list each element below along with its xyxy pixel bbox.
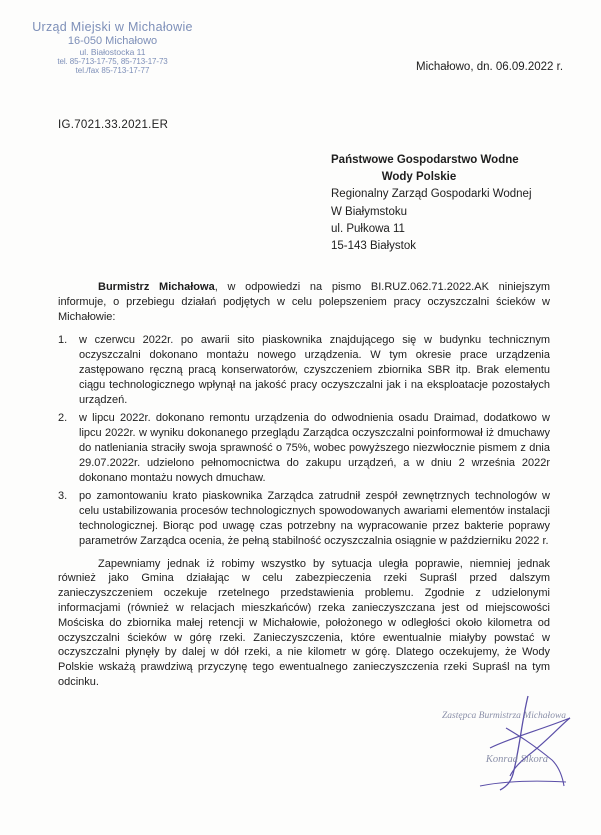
intro-paragraph bbox=[58, 280, 550, 324]
stamp-line-street: ul. Białostocka 11 bbox=[79, 47, 146, 57]
list-item-text: po zamontowaniu krato piaskownika Zarządca zatrudnił zespół zewnętrznych technologów w celu ustabilizowania procesów technologicznych spowodowanych awariami elementów instalacji technologicznej. Biorąc pod uwagę czas potrzebny na wypracowanie przez bakterie poprawy parametrów Zarządca ocenia, że pełną stabilność oczyszczalnia osiągnie w październiku 2022 r. bbox=[79, 490, 550, 547]
intro-sender: Burmistrz Michałowa bbox=[98, 281, 215, 293]
stamp-line-office: Urząd Miejski w Michałowie bbox=[32, 20, 193, 34]
list-item-number: 3. bbox=[58, 490, 68, 503]
stamp-line-postcode: 16-050 Michałowo bbox=[67, 35, 158, 47]
recipient-line-1: Państwowe Gospodarstwo Wodne bbox=[331, 154, 519, 166]
list-item-number: 1. bbox=[58, 334, 68, 347]
signature-stamp bbox=[442, 711, 592, 765]
reference-number: IG.7021.33.2021.ER bbox=[58, 119, 169, 131]
recipient-address bbox=[331, 152, 532, 255]
recipient-line-3: Regionalny Zarząd Gospodarki Wodnej bbox=[331, 188, 532, 201]
recipient-line-5: ul. Pułkowa 11 bbox=[331, 222, 405, 235]
list-item bbox=[58, 333, 550, 407]
intro-text: , w odpowiedzi na pismo BI.RUZ.062.71.2022.AK niniejszym informuje, o przebiegu działań podjętych w celu polepszeniem pracy oczyszczalni ścieków w Michałowie: bbox=[58, 281, 550, 323]
list-item-text: w czerwcu 2022r. po awarii sito piaskownika znajdującego się w budynku technicznym oczyszczalni dokonano montażu nowego urządzenia. W tym okresie prace urządzenia zastępowano ręczną pracą konserwatorów, czyszczeniem zbiornika SBR itp. Brak elementu ciągu technologicznego wpłynął na jakość pracy oczyszczalni jak i na eksploatacje pozostałych urządzeń. bbox=[79, 334, 550, 406]
actions-list bbox=[58, 333, 550, 548]
recipient-line-2: Wody Polskie bbox=[381, 171, 457, 184]
list-item-number: 2. bbox=[58, 412, 68, 425]
place-date: Michałowo, dn. 06.09.2022 r. bbox=[416, 61, 564, 73]
list-item-text: w lipcu 2022r. dokonano remontu urządzenia do odwodnienia osadu Draimad, dodatkowo w lipcu 2022r. w wyniku dokonanego przeglądu Zarządca oczyszczalni poinformował iż dmuchawy do natleniania straciły swoja sprawność o 75%, wobec powyższego niezwłocznie pismem z dnia 29.07.2022r. udzielono pełnomocnictwa do zakupu urządzeń, a w dniu 2 września 2022r dokonano montażu nowych dmuchaw. bbox=[79, 412, 550, 484]
recipient-line-6: 15-143 Białystok bbox=[331, 240, 417, 253]
signature-name: Konrad Sikora bbox=[485, 754, 549, 765]
recipient-line-4: W Białymstoku bbox=[331, 205, 408, 218]
list-item bbox=[58, 489, 550, 548]
closing-paragraph: Zapewniamy jednak iż robimy wszystko by sytuacja uległa poprawie, niemniej jednak również jako Gmina działając w celu zabezpieczenia rzeki Supraśl przed dalszym zanieczyszczeniem oczekuje rzetelnego przedstawienia problemu. Zgodnie z udzielonymi informacjami (również w relacjach mieszkańców) rzeka zanieczyszczana jest od miejscowości Mościska do zbiornika małej retencji w Michałowie, położonego w odległości około kilometra od oczyszczalni ścieków w górę rzeki. Zanieczyszczenia, które ewentualnie miałyby powstać w oczyszczalni płynęły by dalej w dół rzeki, a nie kilometr w górę. Dlatego oczekujemy, że Wody Polskie wskażą prawdziwą przyczynę tego ewentualnego zanieczyszczenia rzeki Supraśl na tym odcinku. bbox=[58, 557, 550, 688]
letter-body bbox=[58, 280, 550, 690]
signature-title: Zastępca Burmistrza Michałowa bbox=[442, 711, 567, 721]
office-stamp bbox=[30, 20, 195, 75]
stamp-line-phone: tel. 85-713-17-75, 85-713-17-73 bbox=[57, 57, 168, 66]
list-item bbox=[58, 411, 550, 485]
stamp-line-fax: tel./fax 85-713-17-77 bbox=[75, 66, 150, 75]
